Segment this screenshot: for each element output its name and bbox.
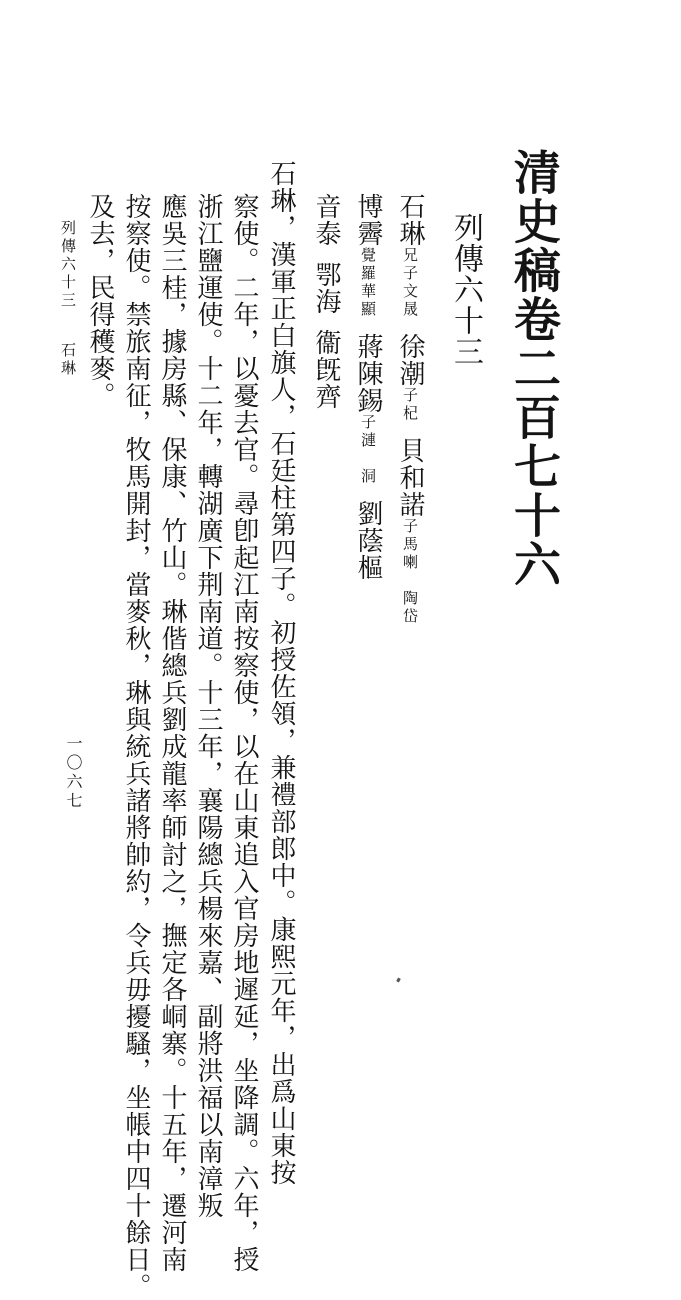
print-speck [396, 978, 401, 983]
margin-note [60, 220, 75, 378]
body-line: 察使。二年，以憂去官。尋卽起江南按察使，以在山東追入官房地遲延，坐降調。六年，授 [229, 193, 259, 1273]
margin-chapter: 列傳六十三 [59, 220, 77, 310]
subject-name: 音泰 [311, 193, 341, 247]
book-title: 清史稿卷二百七十六 [506, 148, 561, 589]
subject-note: 子漣 洞 [359, 414, 377, 486]
subject-column [397, 193, 423, 626]
body-line: 石琳，漢軍正白旗人，石廷柱第四子。初授佐領，兼禮部郎中。康熙元年，出爲山東按 [266, 160, 296, 1186]
subject-column [313, 193, 339, 410]
body-line: 及去，民得穫麥。 [85, 193, 115, 409]
body-line: 浙江鹽運使。十二年，轉湖廣下荆南道。十三年，襄陽總兵楊來嘉、副將洪福以南漳叛 [193, 193, 223, 1219]
subject-note: 覺羅華顯 [359, 247, 377, 319]
subject-note: 兄子文晟 [401, 247, 419, 319]
margin-subject: 石琳 [59, 342, 77, 378]
body-line: 應吳三桂，據房縣、保康、竹山。琳偕總兵劉成龍率師討之，撫定各峒寨。十五年，遷河南 [157, 193, 187, 1273]
subject-note: 子馬喇 陶岱 [401, 518, 419, 626]
subject-column [355, 193, 381, 581]
subject-name: 鄂海 [311, 261, 341, 315]
subject-name: 劉蔭樞 [353, 500, 383, 581]
page-number: 一〇六七 [64, 735, 83, 811]
subject-name: 貝和諾 [395, 437, 425, 518]
subject-note: 子杞 [401, 387, 419, 423]
subject-name: 蔣陳錫 [353, 333, 383, 414]
subject-name: 衞旣齊 [311, 329, 341, 410]
subject-name: 石琳 [395, 193, 425, 247]
body-line: 按察使。禁旅南征，牧馬開封，當麥秋，琳與統兵諸將帥約，令兵毋擾騷，坐帳中四十餘日。 [121, 193, 151, 1300]
chapter-title: 列傳六十三 [448, 212, 483, 367]
subject-name: 徐潮 [395, 333, 425, 387]
subject-name: 博霽 [353, 193, 383, 247]
